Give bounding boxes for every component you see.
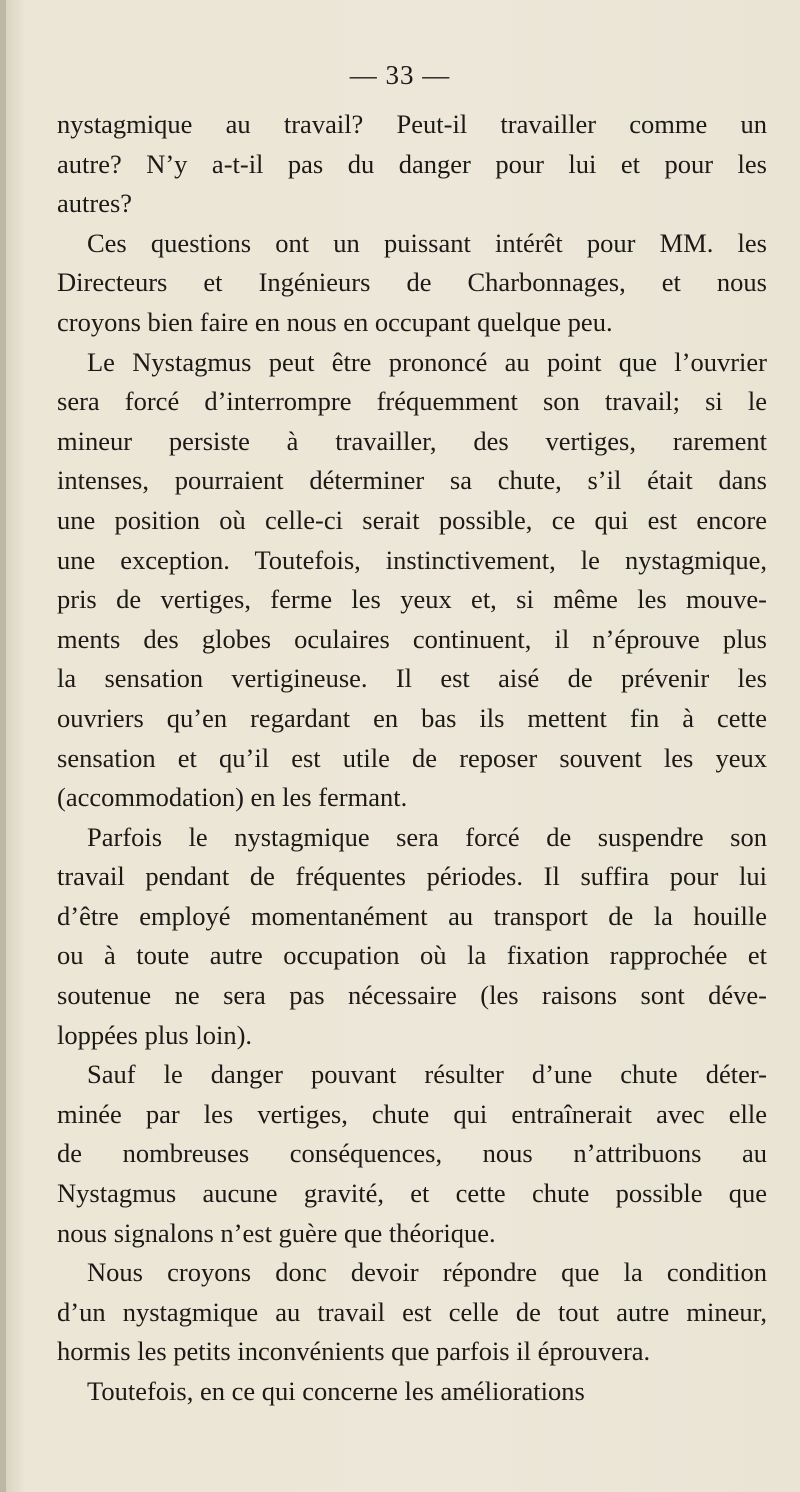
page-binding-edge: [0, 0, 6, 1492]
text-line: nystagmique au travail? Peut-il travailler comme un: [57, 109, 767, 139]
text-line: loppées plus loin).: [57, 1019, 253, 1050]
text-line: sera forcé d’interrompre fréquemment son travail; si le: [57, 386, 767, 417]
paragraph: [57, 818, 767, 1056]
paragraph: [57, 1055, 767, 1253]
text-line: Nous croyons donc devoir répondre que la condition: [87, 1257, 767, 1288]
text-line: une exception. Toutefois, instinctivement, le nystagmique,: [57, 544, 767, 575]
text-line: Sauf le danger pouvant résulter d’une chute déter-: [87, 1059, 767, 1090]
text-line: d’être employé momentanément au transport de la houille: [57, 900, 767, 931]
text-line: ouvriers qu’en regardant en bas ils mettent fin à cette: [57, 702, 767, 733]
text-line: (accommodation) en les fermant.: [57, 782, 408, 813]
text-line: Directeurs et Ingénieurs de Charbonnages, et nous: [57, 267, 767, 298]
text-line: ments des globes oculaires continuent, il n’éprouve plus: [57, 623, 767, 654]
text-line: soutenue ne sera pas nécessaire (les raisons sont déve-: [57, 980, 767, 1011]
text-line: sensation et qu’il est utile de reposer souvent les yeux: [57, 742, 767, 773]
text-line: de nombreuses conséquences, nous n’attribuons au: [57, 1138, 767, 1169]
text-line: travail pendant de fréquentes périodes. Il suffira pour lui: [57, 861, 767, 892]
text-line: Toutefois, en ce qui concerne les améliorations: [87, 1376, 585, 1406]
text-line: d’un nystagmique au travail est celle de tout autre mineur,: [57, 1296, 767, 1327]
text-line: intenses, pourraient déterminer sa chute, s’il était dans: [57, 465, 767, 496]
paragraph: [57, 105, 767, 224]
page-number: — 33 —: [349, 60, 451, 90]
text-line: nous signalons n’est guère que théorique.: [57, 1217, 496, 1248]
text-line: la sensation vertigineuse. Il est aisé de prévenir les: [57, 663, 767, 694]
text-line: autre? N’y a-t-il pas du danger pour lui et pour les: [57, 148, 767, 179]
paragraph: [57, 224, 767, 343]
text-line: mineur persiste à travailler, des vertiges, rarement: [57, 425, 767, 456]
text-line: Parfois le nystagmique sera forcé de suspendre son: [87, 821, 767, 852]
text-line: Nystagmus aucune gravité, et cette chute possible que: [57, 1178, 767, 1209]
text-line: pris de vertiges, ferme les yeux et, si même les mouve-: [57, 584, 767, 615]
paragraph: [57, 343, 767, 818]
text-line: minée par les vertiges, chute qui entraînerait avec elle: [57, 1098, 767, 1129]
paragraph: [57, 1253, 767, 1372]
text-line: une position où celle-ci serait possible, ce qui est encore: [57, 504, 767, 535]
paragraph: [57, 1372, 767, 1412]
text-line: Le Nystagmus peut être prononcé au point que l’ouvrier: [87, 346, 767, 377]
text-line: autres?: [57, 188, 133, 219]
text-line: ou à toute autre occupation où la fixation rapprochée et: [57, 940, 767, 971]
text-line: croyons bien faire en nous en occupant quelque peu.: [57, 306, 613, 337]
text-line: hormis les petits inconvénients que parfois il éprouvera.: [57, 1336, 651, 1367]
body-text: [57, 105, 767, 1412]
text-line: Ces questions ont un puissant intérêt pour MM. les: [87, 227, 767, 258]
